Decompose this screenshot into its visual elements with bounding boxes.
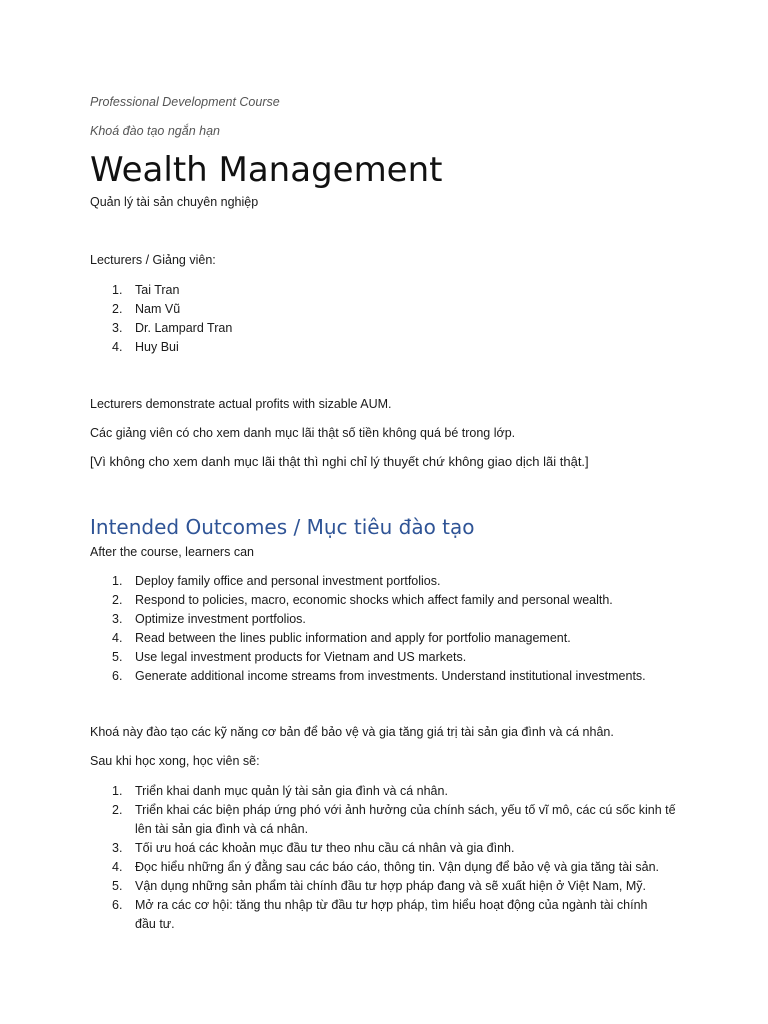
list-item: [90, 839, 690, 858]
list-number: 5.: [112, 879, 123, 893]
list-item: [90, 281, 690, 300]
list-item: [90, 801, 690, 839]
outcomes-intro: After the course, learners can: [90, 545, 254, 559]
note-line-1: Lecturers demonstrate actual profits with sizable AUM.: [90, 397, 392, 411]
lecturers-heading: Lecturers / Giảng viên:: [90, 253, 216, 267]
list-number: 2.: [112, 302, 123, 316]
outcome-vi-text: Triển khai các biện pháp ứng phó với ảnh hưởng của chính sách, yếu tố vĩ mô, các cú sốc kinh tế: [135, 803, 676, 817]
outcome-vi-text: Vận dụng những sản phẩm tài chính đầu tư hợp pháp đang và sẽ xuất hiện ở Việt Nam, Mỹ.: [135, 879, 646, 893]
lecturer-name: Tai Tran: [135, 283, 180, 297]
page-subtitle-vi: Quản lý tài sản chuyên nghiệp: [90, 195, 259, 209]
list-number: 1.: [112, 784, 123, 798]
outcomes-list: [90, 572, 690, 686]
outcome-vi-text: Đọc hiểu những ẩn ý đằng sau các báo cáo, thông tin. Vận dụng để bảo vệ và gia tăng tài sản.: [135, 860, 660, 874]
list-item: [90, 338, 690, 357]
page-title: Wealth Management: [90, 150, 443, 190]
list-number: 4.: [112, 860, 123, 874]
list-item: [90, 591, 690, 610]
note-line-3: [Vì không cho xem danh mục lãi thật thì nghi chỉ lý thuyết chứ không giao dịch lãi thật.]: [90, 454, 589, 469]
list-number: 1.: [112, 283, 123, 297]
outcome-text: Use legal investment products for Vietnam and US markets.: [135, 650, 467, 664]
list-item: [90, 858, 690, 877]
outcome-vi-text: Triển khai danh mục quản lý tài sản gia đình và cá nhân.: [135, 784, 448, 798]
note-line-2: Các giảng viên có cho xem danh mục lãi thật số tiền không quá bé trong lớp.: [90, 426, 516, 440]
list-item: [90, 300, 690, 319]
list-item: [90, 610, 690, 629]
list-number: 3.: [112, 612, 123, 626]
outcomes-vi-list: [90, 782, 690, 934]
list-item: [90, 319, 690, 338]
lecturers-list: [90, 281, 690, 357]
list-number: 1.: [112, 574, 123, 588]
list-number: 3.: [112, 841, 123, 855]
list-item: [90, 572, 690, 591]
outcomes-heading: Intended Outcomes / Mục tiêu đào tạo: [90, 515, 475, 539]
list-item: [90, 629, 690, 648]
outcome-vi-text: Mở ra các cơ hội: tăng thu nhập từ đầu tư hợp pháp, tìm hiểu hoạt động của ngành tài chính: [135, 898, 648, 912]
lecturer-name: Huy Bui: [135, 340, 179, 354]
outcome-text: Generate additional income streams from investments. Understand institutional investments.: [135, 669, 646, 683]
list-number: 4.: [112, 340, 123, 354]
outcome-text: Respond to policies, macro, economic shocks which affect family and personal wealth.: [135, 593, 613, 607]
list-item: [90, 667, 690, 686]
outcome-vi-text: Tối ưu hoá các khoản mục đầu tư theo nhu cầu cá nhân và gia đình.: [135, 841, 515, 855]
outcome-text: Read between the lines public information and apply for portfolio management.: [135, 631, 571, 645]
lecturer-name: Dr. Lampard Tran: [135, 321, 233, 335]
outcome-vi-text-cont: lên tài sản gia đình và cá nhân.: [135, 822, 309, 836]
list-item: [90, 782, 690, 801]
outcome-vi-text-cont: đầu tư.: [135, 917, 175, 931]
lecturer-name: Nam Vũ: [135, 302, 181, 316]
list-number: 4.: [112, 631, 123, 645]
outcomes-vi-intro-2: Sau khi học xong, học viên sẽ:: [90, 754, 260, 768]
list-number: 3.: [112, 321, 123, 335]
list-item: [90, 877, 690, 896]
outcome-text: Deploy family office and personal investment portfolios.: [135, 574, 441, 588]
list-number: 6.: [112, 898, 123, 912]
course-type-label: Professional Development Course: [90, 95, 280, 109]
list-item: [90, 648, 690, 667]
course-type-vi-label: Khoá đào tạo ngắn hạn: [90, 124, 220, 138]
list-number: 2.: [112, 803, 123, 817]
list-number: 6.: [112, 669, 123, 683]
list-item: [90, 896, 690, 934]
outcome-text: Optimize investment portfolios.: [135, 612, 306, 626]
outcomes-vi-intro-1: Khoá này đào tạo các kỹ năng cơ bản để bảo vệ và gia tăng giá trị tài sản gia đình và cá nhân.: [90, 725, 614, 739]
list-number: 5.: [112, 650, 123, 664]
list-number: 2.: [112, 593, 123, 607]
